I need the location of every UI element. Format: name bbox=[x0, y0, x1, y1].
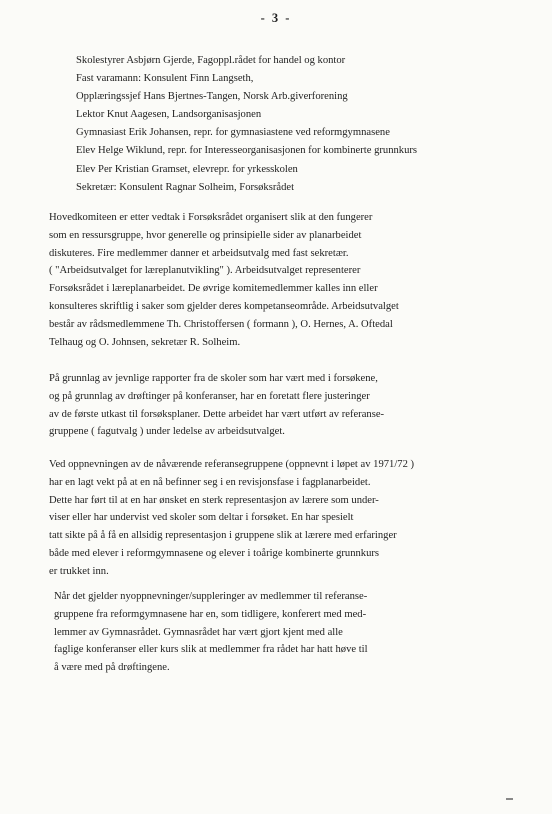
text-line: viser eller har undervist ved skoler som deltar i forsøket. En har spesielt bbox=[49, 512, 354, 524]
text-line: faglige konferanser eller kurs slik at medlemmer fra rådet har hatt høve til bbox=[54, 644, 368, 656]
text-line: ( "Arbeidsutvalget for læreplanutvikling" ). Arbeidsutvalget representerer bbox=[49, 265, 361, 277]
member-line: Elev Per Kristian Gramset, elevrepr. for yrkesskolen bbox=[76, 163, 298, 175]
member-line: Skolestyrer Asbjørn Gjerde, Fagoppl.rådet for handel og kontor bbox=[76, 55, 346, 66]
member-line: Sekretær: Konsulent Ragnar Solheim, Forsøksrådet bbox=[76, 181, 295, 193]
text-line: Forsøksrådet i læreplanarbeidet. De øvrige komitemedlemmer kalles inn eller bbox=[49, 283, 378, 295]
member-line: Elev Helge Wiklund, repr. for Interesseorganisasjonen for kombinerte grunnkurs bbox=[76, 145, 418, 157]
scan-mark bbox=[506, 798, 513, 800]
member-line: Opplæringssjef Hans Bjertnes-Tangen, Norsk Arb.giverforening bbox=[76, 91, 348, 103]
text-line: Hovedkomiteen er etter vedtak i Forsøksrådet organisert slik at den fungerer bbox=[49, 212, 373, 223]
text-line: av de første utkast til forsøksplaner. Dette arbeidet har vært utført av referanse- bbox=[49, 408, 385, 420]
paragraph-plan-adjustments bbox=[49, 370, 504, 441]
paragraph-committee-organisation bbox=[49, 209, 504, 351]
text-line: konsulteres skriftlig i saker som gjelder deres kompetanseområde. Arbeidsutvalget bbox=[49, 300, 399, 312]
paragraph-reference-groups bbox=[49, 456, 504, 581]
text-line: som en ressursgruppe, hvor generelle og prinsipielle sider av planarbeidet bbox=[49, 229, 362, 241]
member-line: Lektor Knut Aagesen, Landsorganisasjonen bbox=[76, 109, 262, 121]
text-line: har en lagt vekt på at en nå befinner seg i en revisjonsfase i fagplanarbeidet. bbox=[49, 476, 371, 488]
text-line: diskuteres. Fire medlemmer danner et arbeidsutvalg med fast sekretær. bbox=[49, 247, 349, 259]
text-line: er trukket inn. bbox=[49, 565, 109, 577]
text-line: På grunnlag av jevnlige rapporter fra de skoler som har vært med i forsøkene, bbox=[49, 373, 378, 384]
text-line: gruppene ( fagutvalg ) under ledelse av arbeidsutvalget. bbox=[49, 426, 285, 438]
text-line: Telhaug og O. Johnsen, sekretær R. Solheim. bbox=[49, 336, 241, 348]
text-line: å være med på drøftingene. bbox=[54, 662, 170, 674]
text-line: Dette har ført til at en har ønsket en sterk representasjon av lærere som under- bbox=[49, 494, 379, 506]
page-number: - 3 - bbox=[260, 11, 292, 25]
committee-members-list bbox=[76, 52, 417, 197]
text-line: tatt sikte på å få en allsidig representasjon i gruppene slik at lærere med erfaringer bbox=[49, 530, 397, 542]
text-line: og på grunnlag av drøftinger på konferanser, har en foretatt flere justeringer bbox=[49, 390, 370, 402]
text-line: består av rådsmedlemmene Th. Christoffersen ( formann ), O. Hernes, A. Oftedal bbox=[49, 318, 393, 330]
text-line: lemmer av Gymnasrådet. Gymnasrådet har vært gjort kjent med alle bbox=[54, 626, 343, 638]
text-line: gruppene fra reformgymnasene har en, som tidligere, konferert med med- bbox=[54, 608, 367, 620]
text-line: Ved oppnevningen av de nåværende referansegruppene (oppnevnt i løpet av 1971/72 ) bbox=[49, 459, 415, 470]
text-line: Når det gjelder nyoppnevninger/suppleringer av medlemmer til referanse- bbox=[54, 591, 368, 602]
paragraph-new-appointments bbox=[54, 588, 509, 677]
member-line: Gymnasiast Erik Johansen, repr. for gymnasiastene ved reformgymnasene bbox=[76, 127, 390, 139]
text-line: både med elever i reformgymnasene og elever i toårige kombinerte grunnkurs bbox=[49, 547, 380, 559]
member-line: Fast varamann: Konsulent Finn Langseth, bbox=[76, 73, 254, 85]
